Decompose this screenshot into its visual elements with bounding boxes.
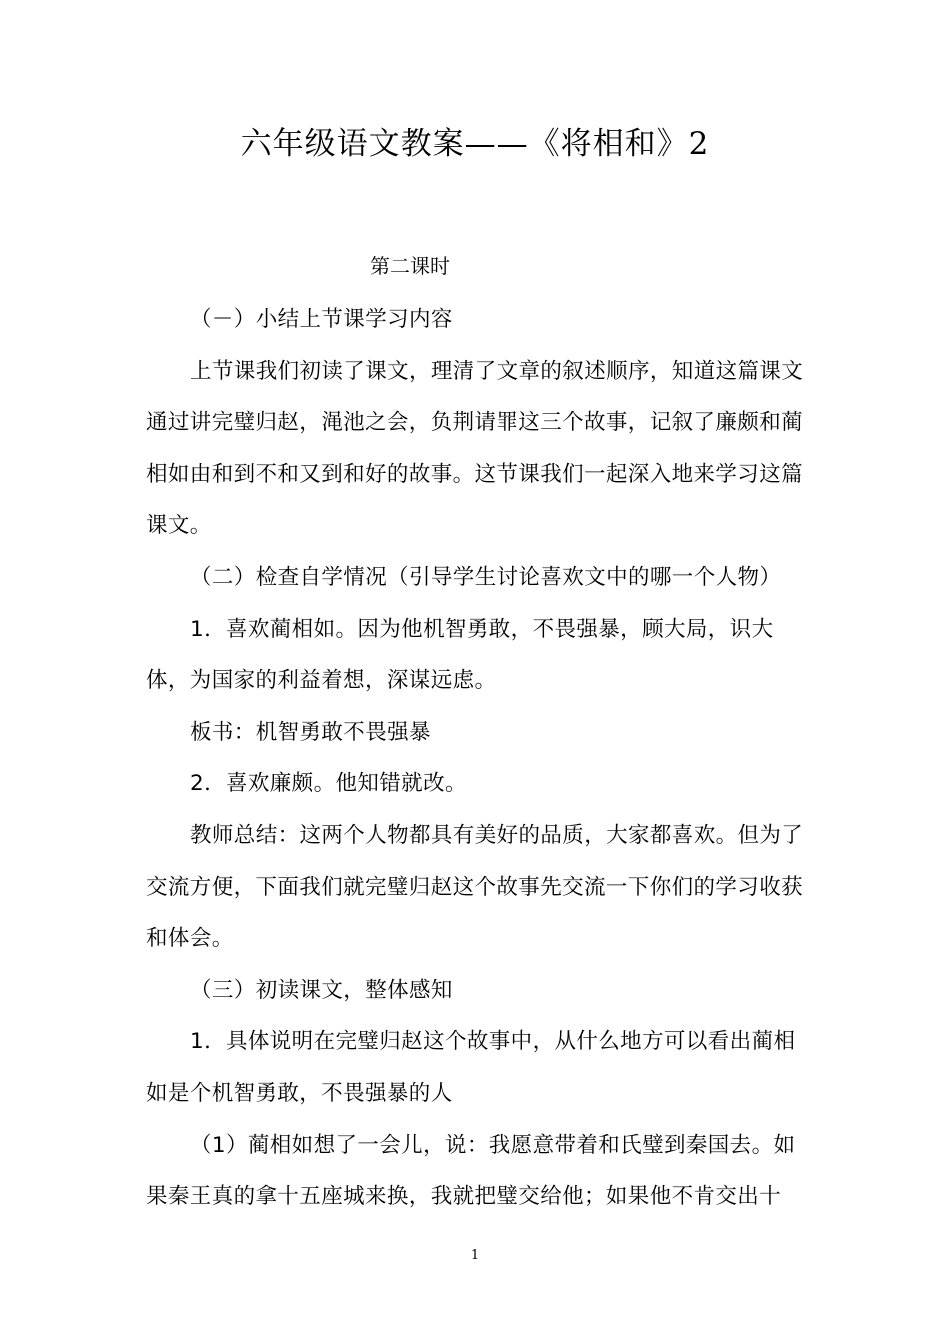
paragraph-question: 1．具体说明在完璧归赵这个故事中，从什么地方可以看出蔺相如是个机智勇敢，不畏强暴的人 [146, 1029, 796, 1106]
page-number: 1 [470, 1248, 480, 1263]
lesson-subtitle: 第二课时 [370, 254, 450, 278]
paragraph-like-lin: 1．喜欢蔺相如。因为他机智勇敢，不畏强暴，顾大局，识大体，为国家的利益着想，深谋远虑。 [146, 616, 774, 694]
section-heading-first-reading: （三）初读课文，整体感知 [190, 977, 453, 1003]
paragraph-like-lian: 2．喜欢廉颇。他知错就改。 [190, 771, 467, 797]
document-body [146, 294, 806, 1223]
paragraph-review: 上节课我们初读了课文，理清了文章的叙述顺序，知道这篇课文通过讲完璧归赵，渑池之会，负荆请罪这三个故事，记叙了廉颇和蔺相如由和到不和又到和好的故事。这节课我们一起深入地来学习这篇课文。 [146, 358, 804, 539]
paragraph-teacher-summary: 教师总结：这两个人物都具有美好的品质，大家都喜欢。但为了交流方便，下面我们就完璧归赵这个故事先交流一下你们的学习收获和体会。 [146, 822, 804, 952]
section-heading-summary: （－）小结上节课学习内容 [190, 307, 453, 332]
document-title: 六年级语文教案——《将相和》2 [240, 126, 710, 162]
section-heading-self-study: （二）检查自学情况（引导学生讨论喜欢文中的哪一个人物） [190, 564, 782, 590]
paragraph-quote: （1）蔺相如想了一会儿，说：我愿意带着和氏璧到秦国去。如果秦王真的拿十五座城来换，我就把璧交给他；如果他不肯交出十 [146, 1132, 796, 1210]
paragraph-blackboard: 板书：机智勇敢不畏强暴 [190, 719, 431, 745]
